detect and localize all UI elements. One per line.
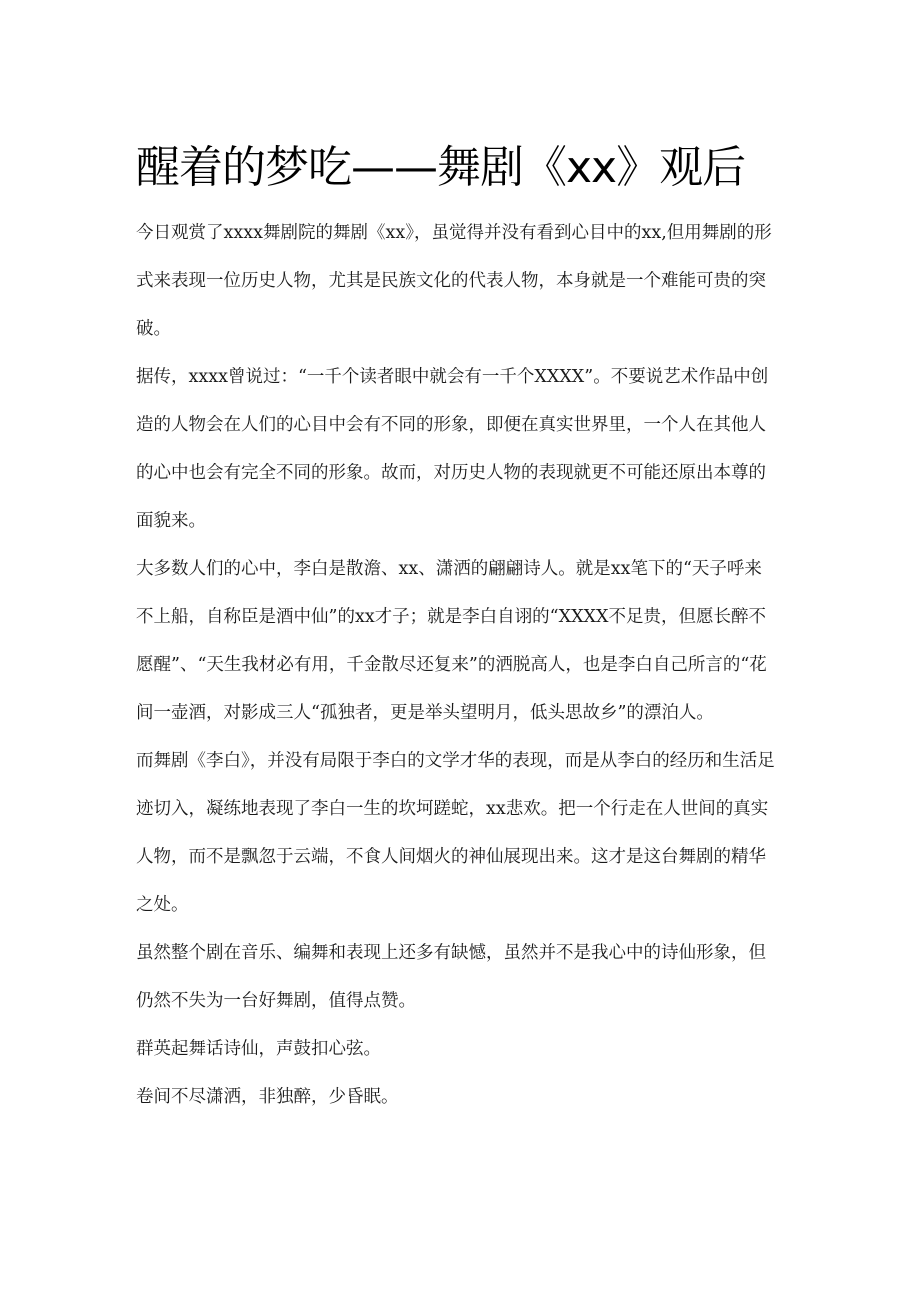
- paragraph-li-bai-image: 大多数人们的心中，李白是散澹、xx、潇洒的翩翩诗人。就是xx笔下的“天子呼来不上船，自称臣是酒中仙”的xx才子；就是李白自诩的“XXXX不足贵，但愿长醉不愿醒”、“天生我材必有用，千金散尽还复来”的洒脱高人，也是李白自己所言的“花间一壶酒，对影成三人“孤独者，更是举头望明月，低头思故乡”的漂泊人。: [136, 559, 767, 723]
- document-title: 醒着的梦吃——舞剧《xx》观后: [136, 142, 746, 193]
- paragraph-reader-quote: 据传，xxxx曾说过：“一千个读者眼中就会有一千个XXXX”。不要说艺术作品中创造的人物会在人们的心目中会有不同的形象，即便在真实世界里，一个人在其他人的心中也会有完全不同的形象。故而，对历史人物的表现就更不可能还原出本尊的面貌来。: [136, 367, 769, 531]
- paragraph-intro: 今日观赏了xxxx舞剧院的舞剧《xx》，虽觉得并没有看到心目中的xx,但用舞剧的形式来表现一位历史人物，尤其是民族文化的代表人物，本身就是一个难能可贵的突破。: [136, 223, 772, 339]
- paragraph-poem-line-1: 群英起舞话诗仙，声鼓扣心弦。: [136, 1039, 381, 1059]
- document-body: [136, 209, 776, 1121]
- paragraph-dance-drama: 而舞剧《李白》，并没有局限于李白的文学才华的表现，而是从李白的经历和生活足迹切入，凝练地表现了李白一生的坎坷蹉蛇，xx悲欢。把一个行走在人世间的真实人物，而不是飘忽于云端，不食人间烟火的神仙展现出来。这才是这台舞剧的精华之处。: [136, 751, 775, 915]
- paragraph-poem-line-2: 卷间不尽潇洒，非独醉，少昏眠。: [136, 1087, 399, 1107]
- paragraph-evaluation: 虽然整个剧在音乐、编舞和表现上还多有缺憾，虽然并不是我心中的诗仙形象，但仍然不失为一台好舞剧，值得点赞。: [136, 943, 766, 1011]
